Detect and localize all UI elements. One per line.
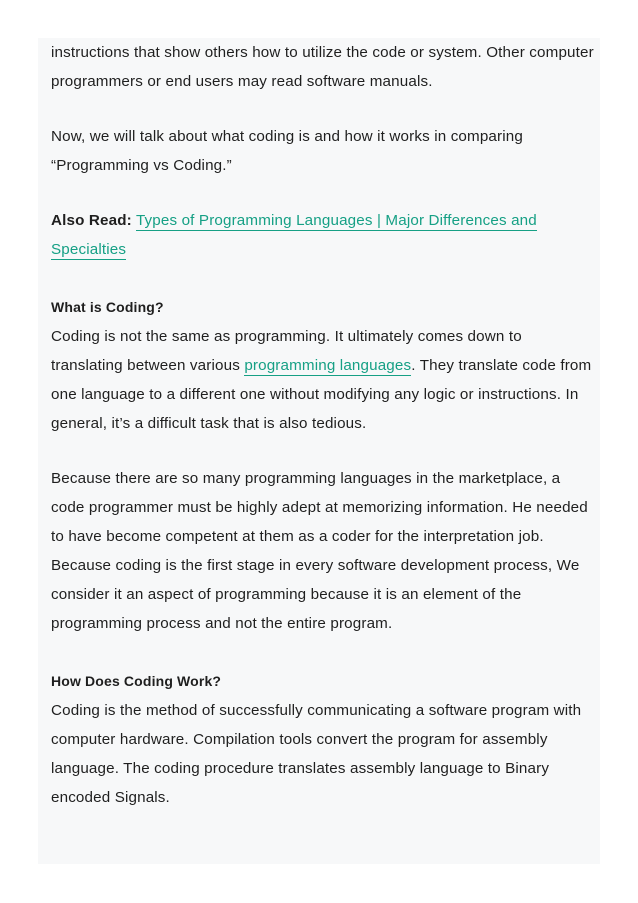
also-read-label: Also Read: (51, 212, 132, 229)
paragraph-text: . They translate code from one language to a different one without modifying any logic or instructions. In general, it’s a difficult task that is also tedious. (51, 357, 592, 432)
section-heading-what-is-coding: What is Coding? (51, 299, 164, 315)
section-heading-how-does-coding-work: How Does Coding Work? (51, 673, 222, 689)
programming-languages-link[interactable]: programming languages (244, 357, 412, 374)
what-is-coding-paragraph-2: Because there are so many programming languages in the marketplace, a code programmer must be highly adept at memorizing information. He needed to have become competent at them as a coder for the interpretation job. Because coding is the first stage in every software development process, We consider it an aspect of programming because it is an element of the programming process and not the entire program. (51, 470, 588, 632)
article-content (51, 38, 596, 838)
paragraph-text: Coding is not the same as programming. It ultimately comes down to translating between various (51, 328, 522, 374)
comparison-paragraph: Now, we will talk about what coding is and how it works in comparing “Programming vs Coding.” (51, 128, 523, 174)
how-does-coding-work-paragraph: Coding is the method of successfully communicating a software program with computer hardware. Compilation tools convert the program for assembly language. The coding procedure translates assembly language to Binary encoded Signals. (51, 702, 582, 806)
also-read-link[interactable]: Types of Programming Languages | Major Differences and Specialties (51, 212, 537, 258)
also-read-line (51, 206, 596, 264)
what-is-coding-paragraph-1 (51, 322, 596, 438)
intro-paragraph: instructions that show others how to utilize the code or system. Other computer programmers or end users may read software manuals. (51, 44, 594, 90)
